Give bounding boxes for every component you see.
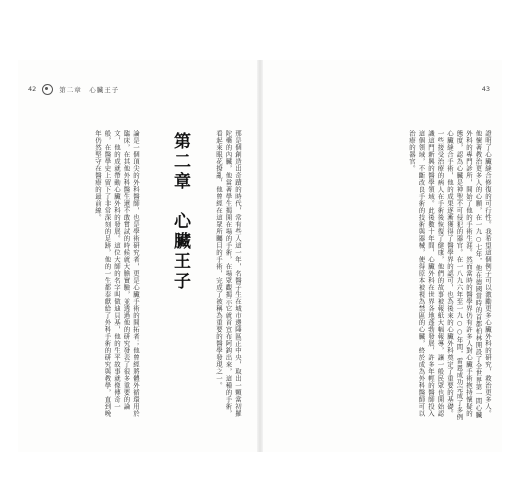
book-spread <box>18 60 502 452</box>
right-page-number: 43 <box>481 85 490 93</box>
chapter-title: 第二章 心臟王子 <box>170 132 190 292</box>
left-paragraph-2: 論是一個頂尖的外科醫師，也是學術研究者，更是心臟手術的開拓者；他曾經將體外循環用於臨床，在其他外科醫生還不敢嘗試的時候就大膽實驗，並透過他的研究發表了很多重要的論文，他的成就帶動心臟外科的發展。這位大師的名字叫做迪貝基，他的生平故事就像傳奇一般，在醫學史上留下了非常深刻的足跡，他的一生都奉獻給了外科手術的研究與教學，直到晚年仍然堅守在醫療的最前線。 <box>94 130 140 417</box>
left-page <box>18 60 256 452</box>
right-paragraph: 證明了心臟縫合修復的可行性。我希望這個例子可以激勵更多心臟外科的研究，救治更多人。他懷著教治更多人的心願，在一九○七年，他在德國當時的首都柏林開設了全世界第一間心臟外科的專門診所，開始了他的手術生涯。然而當時的醫學界仍有許多人對心臟手術抱持懷疑的態度，認為心臟是神聖不可侵犯的器官。在一八九六年至一九○○年間，雷恩成功完成了多例心臟縫合手術，他的成果逐漸獲得了醫學界的認可，也為後來的心臟外科奠定了重要的基礎。一些接受治療的病人在手術後恢復了健康，他們的故事被報紙大幅報導，讓一般民眾也開始認識這門新興的醫學領域。此後數十年間，心臟外科在世界各地蓬勃發展，許多年輕的醫師投入這個領域，不斷改良手術的技術與器械，使得原本被視為禁區的心臟，終於成為外科醫師可以治療的器官。 <box>408 130 492 421</box>
left-body-text-left <box>32 130 140 422</box>
left-body-text-right <box>158 130 242 422</box>
left-page-number: 42 <box>28 85 37 93</box>
right-running-head <box>264 82 490 96</box>
book-gutter <box>257 60 263 452</box>
right-body-text <box>272 130 492 422</box>
right-page <box>264 60 502 452</box>
left-running-title: 第二章 心臟王子 <box>59 85 120 94</box>
left-running-head <box>28 82 256 96</box>
left-paragraph-1: 那是個創造出奇蹟的時代，常有些人這一年，名醫子生在城市邊陲區正中央，取出一顆當初羅陀藥的內臟，他當著學生揭開在場的手術，在場眾觀揭示它就首宣布阿鈎出來，這種的手術，看起來眼花撩亂，他曾經在這眾所矚目的手術，完成了被稱為重要的醫學發現之一。 <box>215 130 242 417</box>
chapter-badge-icon <box>42 84 53 95</box>
